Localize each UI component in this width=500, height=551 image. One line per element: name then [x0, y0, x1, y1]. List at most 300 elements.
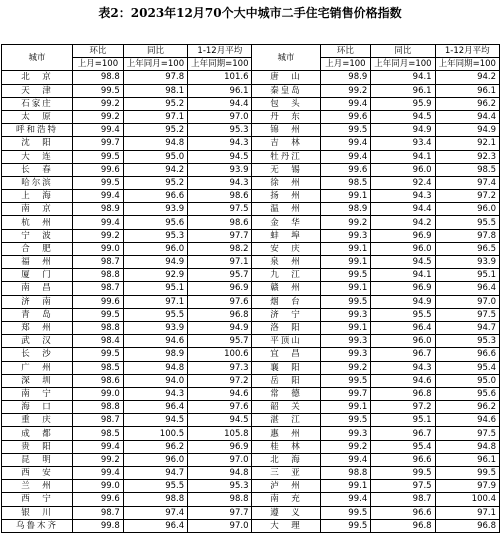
yoy-cell: 95.1	[123, 282, 187, 295]
avg-cell: 94.9	[188, 321, 252, 334]
avg-cell: 95.3	[435, 335, 499, 348]
yoy-cell: 96.0	[371, 163, 435, 176]
mom-cell: 99.4	[320, 453, 371, 466]
yoy-cell: 96.0	[371, 242, 435, 255]
yoy-cell: 94.3	[371, 361, 435, 374]
mom-cell: 99.1	[320, 321, 371, 334]
yoy-cell: 94.6	[123, 335, 187, 348]
avg-cell: 96.1	[435, 453, 499, 466]
avg-cell: 98.5	[435, 163, 499, 176]
yoy-cell: 94.9	[371, 124, 435, 137]
table-row	[2, 401, 500, 414]
yoy-cell: 98.9	[123, 348, 187, 361]
avg-cell: 95.7	[188, 335, 252, 348]
mom-cell: 99.3	[320, 229, 371, 242]
avg-cell: 94.8	[188, 467, 252, 480]
mom-cell: 99.1	[320, 282, 371, 295]
mom-cell: 99.2	[73, 97, 124, 110]
city-cell: 惠 州	[252, 427, 320, 440]
yoy-base-header: 上年同月=100	[123, 58, 187, 71]
yoy-cell: 94.9	[123, 256, 187, 269]
table-row	[2, 216, 500, 229]
mom-cell: 99.5	[73, 176, 124, 189]
avg-cell: 100.6	[188, 348, 252, 361]
avg-cell: 94.6	[188, 387, 252, 400]
yoy-cell: 97.5	[371, 480, 435, 493]
yoy-cell: 96.1	[371, 84, 435, 97]
mom-cell: 98.9	[320, 203, 371, 216]
yoy-cell: 94.8	[123, 361, 187, 374]
city-cell: 北 京	[2, 71, 73, 84]
table-row	[2, 480, 500, 493]
table-row	[2, 387, 500, 400]
table-row	[2, 256, 500, 269]
mom-cell: 99.4	[320, 493, 371, 506]
mom-cell: 99.5	[320, 295, 371, 308]
city-cell: 宜 昌	[252, 348, 320, 361]
table-row	[2, 242, 500, 255]
avg-cell: 92.3	[435, 150, 499, 163]
yoy-cell: 94.8	[123, 137, 187, 150]
mom-base-header: 上月=100	[73, 58, 124, 71]
mom-cell: 99.7	[73, 137, 124, 150]
avg-cell: 95.6	[435, 387, 499, 400]
mom-cell: 99.3	[320, 348, 371, 361]
mom-cell: 98.9	[73, 203, 124, 216]
city-cell: 韶 关	[252, 401, 320, 414]
city-cell: 西 安	[2, 467, 73, 480]
header-base-row	[2, 58, 500, 71]
city-cell: 杭 州	[2, 216, 73, 229]
yoy-cell: 97.8	[123, 71, 187, 84]
mom-cell: 99.6	[320, 163, 371, 176]
table-row	[2, 150, 500, 163]
mom-cell: 99.2	[73, 110, 124, 123]
yoy-cell: 95.5	[123, 480, 187, 493]
table-row	[2, 506, 500, 519]
table-row	[2, 71, 500, 84]
avg-cell: 97.5	[435, 427, 499, 440]
city-cell: 南 宁	[2, 387, 73, 400]
mom-cell: 99.1	[320, 480, 371, 493]
yoy-cell: 94.6	[371, 374, 435, 387]
city-cell: 济 宁	[252, 308, 320, 321]
yoy-cell: 96.9	[371, 282, 435, 295]
avg-cell: 96.1	[435, 84, 499, 97]
avg-cell: 100.4	[435, 493, 499, 506]
avg-cell: 94.4	[435, 110, 499, 123]
avg-cell: 97.1	[188, 256, 252, 269]
avg-cell: 97.0	[435, 295, 499, 308]
yoy-cell: 95.9	[371, 97, 435, 110]
table-title: 表2：2023年12月70个大中城市二手住宅销售价格指数	[98, 6, 402, 20]
avg-cell: 96.2	[435, 401, 499, 414]
city-cell: 九 江	[252, 269, 320, 282]
city-cell: 安 庆	[252, 242, 320, 255]
avg-cell: 97.9	[435, 480, 499, 493]
price-index-table	[1, 44, 500, 533]
yoy-cell: 95.5	[371, 308, 435, 321]
table-row	[2, 519, 500, 532]
yoy-cell: 96.8	[371, 387, 435, 400]
city-cell: 吉 林	[252, 137, 320, 150]
city-header: 城市	[252, 45, 320, 71]
yoy-cell: 95.6	[123, 216, 187, 229]
city-cell: 海 口	[2, 401, 73, 414]
table-row	[2, 124, 500, 137]
table-row	[2, 295, 500, 308]
city-cell: 贵 阳	[2, 440, 73, 453]
yoy-cell: 97.2	[371, 401, 435, 414]
mom-cell: 99.5	[320, 414, 371, 427]
mom-cell: 99.2	[73, 229, 124, 242]
avg-cell: 96.6	[435, 348, 499, 361]
avg-cell: 95.0	[435, 374, 499, 387]
table-row	[2, 163, 500, 176]
mom-cell: 99.5	[73, 348, 124, 361]
yoy-cell: 95.5	[123, 308, 187, 321]
table-row	[2, 374, 500, 387]
city-cell: 蚌 埠	[252, 229, 320, 242]
mom-cell: 98.5	[320, 176, 371, 189]
city-cell: 平顶山	[252, 335, 320, 348]
avg-cell: 93.9	[435, 256, 499, 269]
yoy-cell: 95.4	[371, 440, 435, 453]
city-cell: 泉 州	[252, 256, 320, 269]
table-row	[2, 137, 500, 150]
header-row	[2, 45, 500, 58]
yoy-cell: 97.1	[123, 295, 187, 308]
yoy-header: 同比	[371, 45, 435, 58]
avg-cell: 94.2	[435, 71, 499, 84]
yoy-cell: 96.6	[371, 506, 435, 519]
city-cell: 太 原	[2, 110, 73, 123]
mom-cell: 99.4	[73, 124, 124, 137]
mom-cell: 99.1	[320, 190, 371, 203]
avg-cell: 94.3	[188, 176, 252, 189]
mom-cell: 98.6	[73, 374, 124, 387]
avg-base-header: 上年同期=100	[188, 58, 252, 71]
yoy-base-header: 上年同月=100	[371, 58, 435, 71]
yoy-cell: 93.9	[123, 203, 187, 216]
city-cell: 桂 林	[252, 440, 320, 453]
city-cell: 广 州	[2, 361, 73, 374]
yoy-cell: 96.0	[371, 335, 435, 348]
avg-cell: 94.5	[188, 150, 252, 163]
city-cell: 西 宁	[2, 493, 73, 506]
avg-cell: 96.9	[188, 282, 252, 295]
city-cell: 济 南	[2, 295, 73, 308]
table-row	[2, 453, 500, 466]
mom-cell: 99.8	[73, 519, 124, 532]
mom-cell: 99.5	[320, 506, 371, 519]
avg-cell: 96.5	[435, 242, 499, 255]
city-cell: 青 岛	[2, 308, 73, 321]
city-cell: 金 华	[252, 216, 320, 229]
city-cell: 秦皇岛	[252, 84, 320, 97]
yoy-cell: 94.3	[371, 190, 435, 203]
mom-cell: 99.4	[73, 216, 124, 229]
city-cell: 乌鲁木齐	[2, 519, 73, 532]
avg-cell: 92.1	[435, 137, 499, 150]
city-cell: 沈 阳	[2, 137, 73, 150]
mom-cell: 99.6	[73, 493, 124, 506]
avg-cell: 105.8	[188, 427, 252, 440]
mom-cell: 99.0	[73, 480, 124, 493]
yoy-cell: 95.2	[123, 176, 187, 189]
table-row	[2, 321, 500, 334]
yoy-cell: 94.5	[123, 414, 187, 427]
avg-cell: 94.4	[188, 97, 252, 110]
mom-cell: 99.5	[320, 374, 371, 387]
yoy-cell: 97.1	[123, 110, 187, 123]
city-cell: 扬 州	[252, 190, 320, 203]
city-cell: 徐 州	[252, 176, 320, 189]
yoy-cell: 99.5	[371, 467, 435, 480]
mom-cell: 98.8	[73, 269, 124, 282]
yoy-cell: 93.9	[123, 321, 187, 334]
table-row	[2, 84, 500, 97]
avg-cell: 96.0	[435, 203, 499, 216]
mom-cell: 99.4	[320, 137, 371, 150]
city-cell: 赣 州	[252, 282, 320, 295]
mom-cell: 98.8	[320, 467, 371, 480]
yoy-cell: 96.6	[371, 453, 435, 466]
mom-cell: 99.3	[320, 335, 371, 348]
yoy-cell: 95.0	[123, 150, 187, 163]
mom-cell: 99.3	[320, 427, 371, 440]
city-cell: 无 锡	[252, 163, 320, 176]
yoy-header: 同比	[123, 45, 187, 58]
city-header: 城市	[2, 45, 73, 71]
table-row	[2, 467, 500, 480]
table-row	[2, 176, 500, 189]
avg-cell: 96.8	[435, 519, 499, 532]
avg-cell: 94.9	[435, 124, 499, 137]
city-cell: 石家庄	[2, 97, 73, 110]
table-row	[2, 414, 500, 427]
avg-cell: 99.5	[435, 467, 499, 480]
avg-cell: 97.6	[188, 295, 252, 308]
avg-cell: 94.8	[435, 440, 499, 453]
mom-cell: 99.5	[320, 124, 371, 137]
yoy-cell: 96.4	[123, 519, 187, 532]
city-cell: 大 连	[2, 150, 73, 163]
avg-cell: 98.2	[188, 242, 252, 255]
yoy-cell: 96.4	[123, 401, 187, 414]
avg-cell: 96.9	[188, 440, 252, 453]
mom-cell: 99.1	[320, 256, 371, 269]
mom-cell: 98.7	[73, 506, 124, 519]
yoy-cell: 95.3	[123, 229, 187, 242]
city-cell: 大 理	[252, 519, 320, 532]
mom-cell: 98.9	[320, 71, 371, 84]
mom-cell: 99.5	[320, 519, 371, 532]
yoy-cell: 95.2	[123, 124, 187, 137]
table-row	[2, 203, 500, 216]
yoy-cell: 94.7	[123, 467, 187, 480]
yoy-cell: 94.1	[371, 71, 435, 84]
yoy-cell: 93.4	[371, 137, 435, 150]
avg-cell: 98.8	[188, 493, 252, 506]
city-cell: 湛 江	[252, 414, 320, 427]
yoy-cell: 94.0	[123, 374, 187, 387]
yoy-cell: 98.8	[123, 493, 187, 506]
city-cell: 岳 阳	[252, 374, 320, 387]
city-cell: 郑 州	[2, 321, 73, 334]
avg-cell: 93.9	[188, 163, 252, 176]
avg-cell: 95.7	[188, 269, 252, 282]
avg-cell: 95.3	[188, 480, 252, 493]
avg-cell: 97.4	[435, 176, 499, 189]
avg-cell: 95.1	[435, 269, 499, 282]
mom-cell: 98.5	[73, 427, 124, 440]
city-cell: 泸 州	[252, 480, 320, 493]
mom-cell: 98.7	[73, 256, 124, 269]
city-cell: 哈尔滨	[2, 176, 73, 189]
yoy-cell: 95.1	[371, 414, 435, 427]
mom-header: 环比	[320, 45, 371, 58]
city-cell: 福 州	[2, 256, 73, 269]
mom-cell: 99.6	[73, 163, 124, 176]
mom-cell: 98.8	[73, 321, 124, 334]
mom-cell: 99.5	[320, 269, 371, 282]
avg-cell: 97.2	[188, 374, 252, 387]
avg-cell: 94.5	[188, 414, 252, 427]
yoy-cell: 94.5	[371, 110, 435, 123]
mom-cell: 99.1	[320, 242, 371, 255]
avg-cell: 96.1	[188, 84, 252, 97]
mom-cell: 99.3	[320, 308, 371, 321]
yoy-cell: 94.2	[371, 216, 435, 229]
city-cell: 温 州	[252, 203, 320, 216]
mom-cell: 99.4	[73, 440, 124, 453]
avg-cell: 98.6	[188, 216, 252, 229]
mom-cell: 99.7	[320, 387, 371, 400]
table-row	[2, 110, 500, 123]
yoy-cell: 94.2	[123, 163, 187, 176]
avg-cell: 97.3	[188, 361, 252, 374]
city-cell: 呼和浩特	[2, 124, 73, 137]
city-cell: 武 汉	[2, 335, 73, 348]
avg-cell: 96.2	[435, 97, 499, 110]
city-cell: 南 充	[252, 493, 320, 506]
city-cell: 烟 台	[252, 295, 320, 308]
city-cell: 上 海	[2, 190, 73, 203]
mom-cell: 99.4	[73, 467, 124, 480]
mom-cell: 99.2	[320, 361, 371, 374]
avg-header: 1-12月平均	[188, 45, 252, 58]
yoy-cell: 96.9	[371, 229, 435, 242]
city-cell: 成 都	[2, 427, 73, 440]
yoy-cell: 94.1	[371, 269, 435, 282]
city-cell: 深 圳	[2, 374, 73, 387]
table-row	[2, 229, 500, 242]
city-cell: 襄 阳	[252, 361, 320, 374]
city-cell: 锦 州	[252, 124, 320, 137]
avg-cell: 97.5	[188, 203, 252, 216]
yoy-cell: 94.5	[371, 256, 435, 269]
yoy-cell: 97.4	[123, 506, 187, 519]
city-cell: 昆 明	[2, 453, 73, 466]
mom-cell: 99.0	[73, 242, 124, 255]
city-cell: 兰 州	[2, 480, 73, 493]
avg-cell: 97.8	[435, 229, 499, 242]
mom-cell: 99.6	[320, 110, 371, 123]
yoy-cell: 98.1	[123, 84, 187, 97]
yoy-cell: 96.8	[371, 519, 435, 532]
mom-cell: 99.4	[320, 97, 371, 110]
mom-cell: 98.5	[73, 361, 124, 374]
avg-cell: 95.3	[188, 124, 252, 137]
avg-cell: 97.7	[188, 506, 252, 519]
table-row	[2, 427, 500, 440]
city-cell: 银 川	[2, 506, 73, 519]
city-cell: 长 沙	[2, 348, 73, 361]
yoy-cell: 96.6	[123, 190, 187, 203]
yoy-cell: 96.4	[371, 321, 435, 334]
city-cell: 牡丹江	[252, 150, 320, 163]
yoy-cell: 94.3	[123, 387, 187, 400]
city-cell: 宁 波	[2, 229, 73, 242]
avg-cell: 97.1	[435, 506, 499, 519]
mom-cell: 99.5	[73, 308, 124, 321]
city-cell: 包 头	[252, 97, 320, 110]
table-row	[2, 308, 500, 321]
yoy-cell: 95.2	[123, 97, 187, 110]
mom-cell: 99.1	[320, 401, 371, 414]
city-cell: 北 海	[252, 453, 320, 466]
avg-cell: 97.0	[188, 110, 252, 123]
mom-cell: 99.5	[73, 84, 124, 97]
table-row	[2, 493, 500, 506]
table-row	[2, 348, 500, 361]
avg-cell: 97.6	[188, 401, 252, 414]
yoy-cell: 94.9	[371, 295, 435, 308]
yoy-cell: 96.0	[123, 453, 187, 466]
mom-cell: 98.7	[73, 414, 124, 427]
avg-cell: 98.6	[188, 190, 252, 203]
city-cell: 南 京	[2, 203, 73, 216]
city-cell: 长 春	[2, 163, 73, 176]
mom-cell: 99.0	[73, 387, 124, 400]
mom-cell: 99.5	[73, 150, 124, 163]
yoy-cell: 96.0	[123, 242, 187, 255]
avg-cell: 97.0	[188, 519, 252, 532]
avg-cell: 94.3	[188, 137, 252, 150]
table-row	[2, 335, 500, 348]
avg-cell: 96.4	[435, 282, 499, 295]
avg-cell: 101.6	[188, 71, 252, 84]
city-cell: 南 昌	[2, 282, 73, 295]
yoy-cell: 96.7	[371, 348, 435, 361]
city-cell: 三 亚	[252, 467, 320, 480]
avg-header: 1-12月平均	[435, 45, 499, 58]
city-cell: 合 肥	[2, 242, 73, 255]
mom-cell: 98.8	[73, 401, 124, 414]
table-row	[2, 269, 500, 282]
mom-header: 环比	[73, 45, 124, 58]
avg-cell: 97.2	[435, 190, 499, 203]
avg-cell: 97.5	[435, 308, 499, 321]
mom-cell: 99.2	[320, 440, 371, 453]
table-row	[2, 282, 500, 295]
city-cell: 重 庆	[2, 414, 73, 427]
yoy-cell: 94.4	[371, 203, 435, 216]
avg-cell: 97.7	[188, 229, 252, 242]
table-row	[2, 190, 500, 203]
yoy-cell: 100.5	[123, 427, 187, 440]
